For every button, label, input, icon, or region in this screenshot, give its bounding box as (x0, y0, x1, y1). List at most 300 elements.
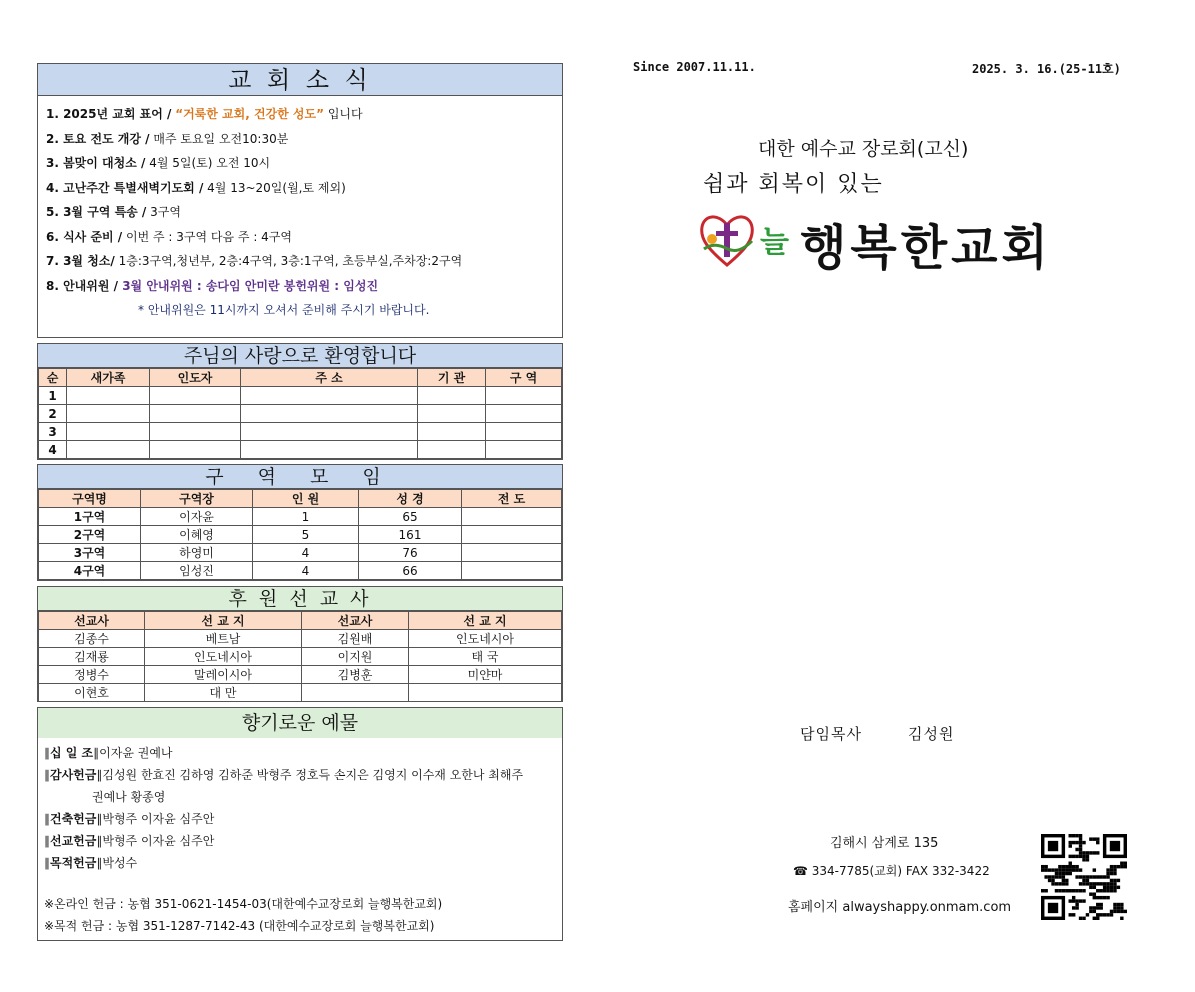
qr-module (1079, 875, 1082, 878)
qr-module (1117, 906, 1120, 909)
qr-module (1069, 913, 1072, 916)
church-news-list (38, 96, 562, 323)
qr-module (1065, 889, 1068, 892)
qr-module (1062, 872, 1065, 875)
offering-sep: ∥ (44, 768, 50, 782)
missionary-row (39, 630, 562, 648)
news-item (46, 176, 562, 201)
district-cell: 4 (253, 544, 359, 562)
qr-module (1065, 868, 1068, 871)
welcome-row (39, 387, 562, 405)
district-row (39, 562, 562, 580)
news-item (46, 200, 562, 225)
district-cell: 161 (359, 526, 462, 544)
welcome-cell (486, 441, 562, 459)
offering-sep: ∥ (93, 746, 100, 760)
qr-module (1055, 872, 1058, 875)
qr-module (1082, 858, 1085, 861)
offering-label: 감사헌금 (50, 768, 97, 782)
qr-module (1110, 841, 1120, 851)
offering-account: ※목적 헌금 : 농협 351-1287-7142-43 (대한예수교장로회 늘행복한교회) (44, 919, 435, 933)
qr-module (1086, 882, 1089, 885)
welcome-cell (486, 423, 562, 441)
offering-line (44, 830, 562, 852)
qr-module (1075, 875, 1078, 878)
qr-module (1048, 875, 1051, 878)
qr-module (1103, 913, 1106, 916)
qr-module (1096, 889, 1099, 892)
welcome-cell (67, 423, 150, 441)
qr-module (1072, 913, 1075, 916)
qr-module (1110, 910, 1113, 913)
news-item-highlight: “거룩한 교회, 건강한 성도” (175, 107, 324, 121)
qr-module (1069, 862, 1072, 865)
welcome-header-cell: 순 (39, 369, 67, 387)
welcome-title: 주님의 사랑으로 환영합니다 (38, 344, 562, 368)
qr-module (1096, 913, 1099, 916)
offering-names: 박형주 이자윤 심주안 (102, 834, 215, 848)
offering-names: 이자윤 권예나 (99, 746, 173, 760)
district-cell: 4구역 (39, 562, 141, 580)
welcome-cell (67, 387, 150, 405)
qr-module (1079, 834, 1082, 837)
qr-module (1099, 882, 1102, 885)
district-header-cell: 전 도 (462, 490, 562, 508)
qr-module (1082, 879, 1085, 882)
offering-sep: ∥ (44, 834, 50, 848)
district-cell: 1구역 (39, 508, 141, 526)
offering-account: ※온라인 헌금 : 농협 351-0621-1454-03(대한예수교장로회 늘행복한교회) (44, 897, 443, 911)
missionary-cell: 정병수 (39, 666, 145, 684)
qr-module (1096, 875, 1099, 878)
welcome-cell (486, 405, 562, 423)
welcome-row (39, 423, 562, 441)
homepage[interactable]: 홈페이지 alwayshappy.onmam.com (788, 900, 1012, 915)
offering-line (44, 786, 562, 808)
welcome-cell (67, 405, 150, 423)
pastor-name: 김성원 (908, 725, 955, 743)
qr-module (1051, 868, 1054, 871)
qr-module (1113, 882, 1116, 885)
district-cell (462, 526, 562, 544)
qr-module (1124, 910, 1127, 913)
qr-module (1062, 879, 1065, 882)
welcome-cell (418, 423, 486, 441)
qr-module (1072, 889, 1075, 892)
qr-module (1062, 865, 1065, 868)
qr-module (1082, 917, 1085, 920)
qr-module (1096, 896, 1099, 899)
qr-module (1072, 906, 1075, 909)
qr-module (1041, 889, 1044, 892)
qr-module (1082, 889, 1085, 892)
missionary-title: 후 원 선 교 사 (38, 587, 562, 611)
offering-line (44, 742, 562, 764)
qr-module (1093, 896, 1096, 899)
news-item-label: 8. 안내위원 / (46, 278, 119, 293)
phone: ☎ 334-7785(교회) FAX 332-3422 (793, 864, 990, 878)
district-cell: 2구역 (39, 526, 141, 544)
news-item-purple: 3월 안내위원 : 송다임 안미란 봉헌위원 : 임성진 (118, 278, 379, 293)
church-news-title: 교 회 소 식 (38, 64, 562, 96)
welcome-row (39, 441, 562, 459)
district-cell: 76 (359, 544, 462, 562)
qr-code-icon[interactable] (1041, 834, 1127, 920)
district-cell: 5 (253, 526, 359, 544)
missionary-cell: 태 국 (409, 648, 562, 666)
welcome-row (39, 405, 562, 423)
qr-module (1117, 910, 1120, 913)
qr-module (1096, 882, 1099, 885)
church-news-box (37, 63, 563, 338)
district-row (39, 508, 562, 526)
qr-module (1113, 872, 1116, 875)
offering-names: 김성원 한효진 김하영 김하준 박형주 정호득 손지은 김영지 이수재 오한나 최해주 (102, 768, 524, 782)
qr-module (1075, 855, 1078, 858)
district-header-cell: 구역장 (141, 490, 253, 508)
qr-module (1044, 889, 1047, 892)
welcome-header-cell: 구 역 (486, 369, 562, 387)
qr-module (1079, 837, 1082, 840)
qr-module (1041, 865, 1044, 868)
qr-module (1089, 906, 1092, 909)
qr-module (1079, 848, 1082, 851)
district-cell: 66 (359, 562, 462, 580)
qr-module (1093, 851, 1096, 854)
qr-module (1106, 913, 1109, 916)
welcome-cell (418, 441, 486, 459)
qr-module (1120, 917, 1123, 920)
qr-module (1062, 882, 1065, 885)
qr-module (1096, 903, 1099, 906)
qr-module (1072, 834, 1075, 837)
qr-module (1103, 889, 1106, 892)
qr-module (1099, 906, 1102, 909)
welcome-cell (486, 387, 562, 405)
qr-module (1079, 851, 1082, 854)
qr-module (1096, 917, 1099, 920)
news-item-label: 4. 고난주간 특별새벽기도회 / (46, 180, 204, 195)
qr-module (1041, 868, 1044, 871)
news-item (46, 127, 562, 152)
qr-module (1110, 865, 1113, 868)
qr-module (1099, 913, 1102, 916)
qr-module (1069, 889, 1072, 892)
qr-module (1113, 906, 1116, 909)
welcome-row-number: 3 (39, 423, 67, 441)
qr-module (1093, 917, 1096, 920)
missionary-row (39, 684, 562, 702)
welcome-cell (150, 423, 241, 441)
qr-module (1075, 841, 1078, 844)
offering-names: 박형주 이자윤 심주안 (102, 812, 215, 826)
qr-module (1106, 872, 1109, 875)
qr-module (1072, 855, 1075, 858)
address: 김해시 삼계로 135 (830, 836, 939, 851)
welcome-row-number: 1 (39, 387, 67, 405)
qr-module (1062, 868, 1065, 871)
district-row (39, 526, 562, 544)
qr-module (1069, 834, 1072, 837)
welcome-row-number: 4 (39, 441, 67, 459)
qr-module (1120, 906, 1123, 909)
qr-module (1082, 855, 1085, 858)
qr-module (1048, 868, 1051, 871)
qr-module (1065, 879, 1068, 882)
district-cell: 하영미 (141, 544, 253, 562)
qr-module (1079, 841, 1082, 844)
qr-module (1093, 886, 1096, 889)
qr-module (1079, 889, 1082, 892)
missionary-box (37, 586, 563, 702)
qr-module (1072, 841, 1075, 844)
district-header-cell: 인 원 (253, 490, 359, 508)
since-date: Since 2007.11.11. (633, 60, 756, 74)
qr-module (1058, 865, 1061, 868)
offering-label: 선교헌금 (50, 834, 97, 848)
welcome-cell (241, 387, 418, 405)
qr-module (1072, 896, 1075, 899)
qr-module (1093, 837, 1096, 840)
offering-label: 십 일 조 (50, 746, 94, 760)
qr-module (1075, 889, 1078, 892)
qr-module (1117, 903, 1120, 906)
district-cell (462, 544, 562, 562)
qr-module (1058, 882, 1061, 885)
district-cell: 3구역 (39, 544, 141, 562)
news-item-label: 3. 봄맞이 대청소 / (46, 156, 146, 170)
qr-module (1051, 875, 1054, 878)
qr-module (1082, 875, 1085, 878)
missionary-cell: 인도네시아 (145, 648, 302, 666)
news-item (46, 225, 562, 250)
qr-module (1099, 896, 1102, 899)
offering-names: 권예나 황종영 (92, 790, 166, 804)
qr-module (1075, 899, 1078, 902)
missionary-cell: 김재룡 (39, 648, 145, 666)
qr-module (1072, 899, 1075, 902)
news-item-text: 1층:3구역,청년부, 2층:4구역, 3층:1구역, 초등부실,주차장:2구역 (114, 254, 463, 268)
missionary-cell: 이지원 (302, 648, 409, 666)
offering-sep: ∥ (96, 768, 103, 782)
missionary-cell (409, 684, 562, 702)
offering-title: 향기로운 예물 (38, 708, 562, 738)
welcome-row-number: 2 (39, 405, 67, 423)
qr-module (1048, 879, 1051, 882)
offering-sep: ∥ (96, 834, 103, 848)
district-row (39, 544, 562, 562)
qr-module (1058, 875, 1061, 878)
qr-module (1075, 906, 1078, 909)
qr-module (1124, 865, 1127, 868)
qr-module (1044, 865, 1047, 868)
qr-module (1079, 844, 1082, 847)
district-cell: 임성진 (141, 562, 253, 580)
missionary-header-cell: 선 교 지 (145, 612, 302, 630)
qr-module (1075, 834, 1078, 837)
offering-line (44, 852, 562, 874)
qr-module (1096, 841, 1099, 844)
news-item-text: 3구역 (146, 205, 181, 219)
qr-module (1051, 879, 1054, 882)
news-item-label: 2. 토요 전도 개강 / (46, 131, 150, 146)
qr-module (1069, 865, 1072, 868)
qr-module (1113, 903, 1116, 906)
qr-module (1106, 875, 1109, 878)
qr-module (1069, 899, 1072, 902)
missionary-cell: 말레이시아 (145, 666, 302, 684)
qr-module (1106, 882, 1109, 885)
welcome-table (38, 368, 562, 459)
welcome-cell (418, 387, 486, 405)
offering-list (38, 738, 562, 874)
district-title: 구 역 모 임 (38, 465, 562, 489)
qr-module (1093, 868, 1096, 871)
qr-module (1075, 865, 1078, 868)
district-cell: 65 (359, 508, 462, 526)
qr-module (1062, 875, 1065, 878)
qr-module (1110, 913, 1113, 916)
district-cell: 이자윤 (141, 508, 253, 526)
qr-module (1086, 855, 1089, 858)
qr-module (1079, 868, 1082, 871)
news-item-text: 매주 토요일 오전10:30분 (149, 131, 289, 146)
missionary-cell: 김종수 (39, 630, 145, 648)
logo-prefix: 늘 (760, 225, 789, 260)
qr-module (1106, 868, 1109, 871)
qr-module (1113, 865, 1116, 868)
qr-module (1110, 889, 1113, 892)
missionary-table (38, 611, 562, 702)
qr-module (1096, 851, 1099, 854)
missionary-cell: 베트남 (145, 630, 302, 648)
welcome-header-cell: 인도자 (150, 369, 241, 387)
qr-module (1099, 889, 1102, 892)
qr-module (1096, 837, 1099, 840)
qr-module (1065, 882, 1068, 885)
qr-module (1089, 910, 1092, 913)
qr-module (1082, 841, 1085, 844)
offering-box (37, 707, 563, 941)
qr-module (1110, 879, 1113, 882)
welcome-cell (150, 441, 241, 459)
offering-sep: ∥ (44, 746, 50, 760)
qr-module (1079, 917, 1082, 920)
district-header-cell: 성 경 (359, 490, 462, 508)
qr-module (1086, 858, 1089, 861)
qr-module (1089, 886, 1092, 889)
qr-module (1113, 910, 1116, 913)
district-box (37, 464, 563, 581)
news-item-label: 7. 3월 청소/ (46, 254, 115, 268)
welcome-cell (241, 405, 418, 423)
qr-module (1117, 879, 1120, 882)
qr-module (1065, 872, 1068, 875)
qr-module (1069, 844, 1072, 847)
qr-module (1079, 855, 1082, 858)
offering-names: 박성수 (102, 856, 138, 870)
qr-module (1075, 903, 1078, 906)
missionary-cell: 김원배 (302, 630, 409, 648)
church-name: 행복한교회 (800, 220, 1052, 276)
qr-module (1089, 851, 1092, 854)
news-item (46, 249, 562, 274)
news-item (46, 151, 562, 176)
slogan: 쉼과 회복이 있는 (703, 172, 884, 197)
missionary-row (39, 648, 562, 666)
qr-module (1079, 882, 1082, 885)
qr-module (1069, 841, 1072, 844)
qr-module (1113, 889, 1116, 892)
qr-module (1093, 910, 1096, 913)
news-note: * 안내위원은 11시까지 오셔서 준비해 주시기 바랍니다. (138, 303, 430, 317)
news-item-text: 4월 5일(토) 오전 10시 (145, 156, 271, 170)
missionary-cell (302, 684, 409, 702)
district-cell (462, 562, 562, 580)
qr-module (1072, 865, 1075, 868)
qr-module (1106, 886, 1109, 889)
qr-module (1117, 886, 1120, 889)
qr-module (1089, 882, 1092, 885)
welcome-cell (150, 387, 241, 405)
welcome-cell (241, 423, 418, 441)
qr-module (1103, 882, 1106, 885)
qr-module (1079, 899, 1082, 902)
qr-module (1124, 862, 1127, 865)
district-cell: 1 (253, 508, 359, 526)
missionary-header-cell: 선교사 (39, 612, 145, 630)
qr-module (1069, 872, 1072, 875)
qr-module (1082, 899, 1085, 902)
qr-module (1103, 886, 1106, 889)
welcome-cell (241, 441, 418, 459)
news-item (46, 102, 562, 127)
missionary-cell: 이현호 (39, 684, 145, 702)
qr-module (1093, 875, 1096, 878)
qr-module (1110, 872, 1113, 875)
qr-module (1075, 868, 1078, 871)
qr-module (1103, 896, 1106, 899)
news-item-tail: 입니다 (324, 107, 363, 121)
qr-module (1082, 851, 1085, 854)
missionary-row (39, 666, 562, 684)
welcome-cell (150, 405, 241, 423)
missionary-cell: 미얀마 (409, 666, 562, 684)
qr-module (1058, 868, 1061, 871)
welcome-cell (418, 405, 486, 423)
missionary-cell: 대 만 (145, 684, 302, 702)
district-table (38, 489, 562, 580)
qr-module (1096, 906, 1099, 909)
offering-sep: ∥ (44, 856, 50, 870)
pastor-title: 담임목사 (800, 725, 862, 743)
offering-line (44, 808, 562, 830)
offering-sep: ∥ (96, 812, 103, 826)
news-item-label: 1. 2025년 교회 표어 / (46, 107, 172, 121)
qr-module (1086, 879, 1089, 882)
qr-module (1069, 855, 1072, 858)
qr-module (1044, 868, 1047, 871)
qr-module (1069, 868, 1072, 871)
offering-accounts (38, 893, 442, 937)
news-item-text: 4월 13~20일(월,토 제외) (203, 180, 346, 195)
qr-module (1089, 875, 1092, 878)
qr-module (1113, 868, 1116, 871)
qr-module (1103, 875, 1106, 878)
qr-module (1120, 903, 1123, 906)
qr-module (1075, 848, 1078, 851)
offering-sep: ∥ (96, 856, 103, 870)
